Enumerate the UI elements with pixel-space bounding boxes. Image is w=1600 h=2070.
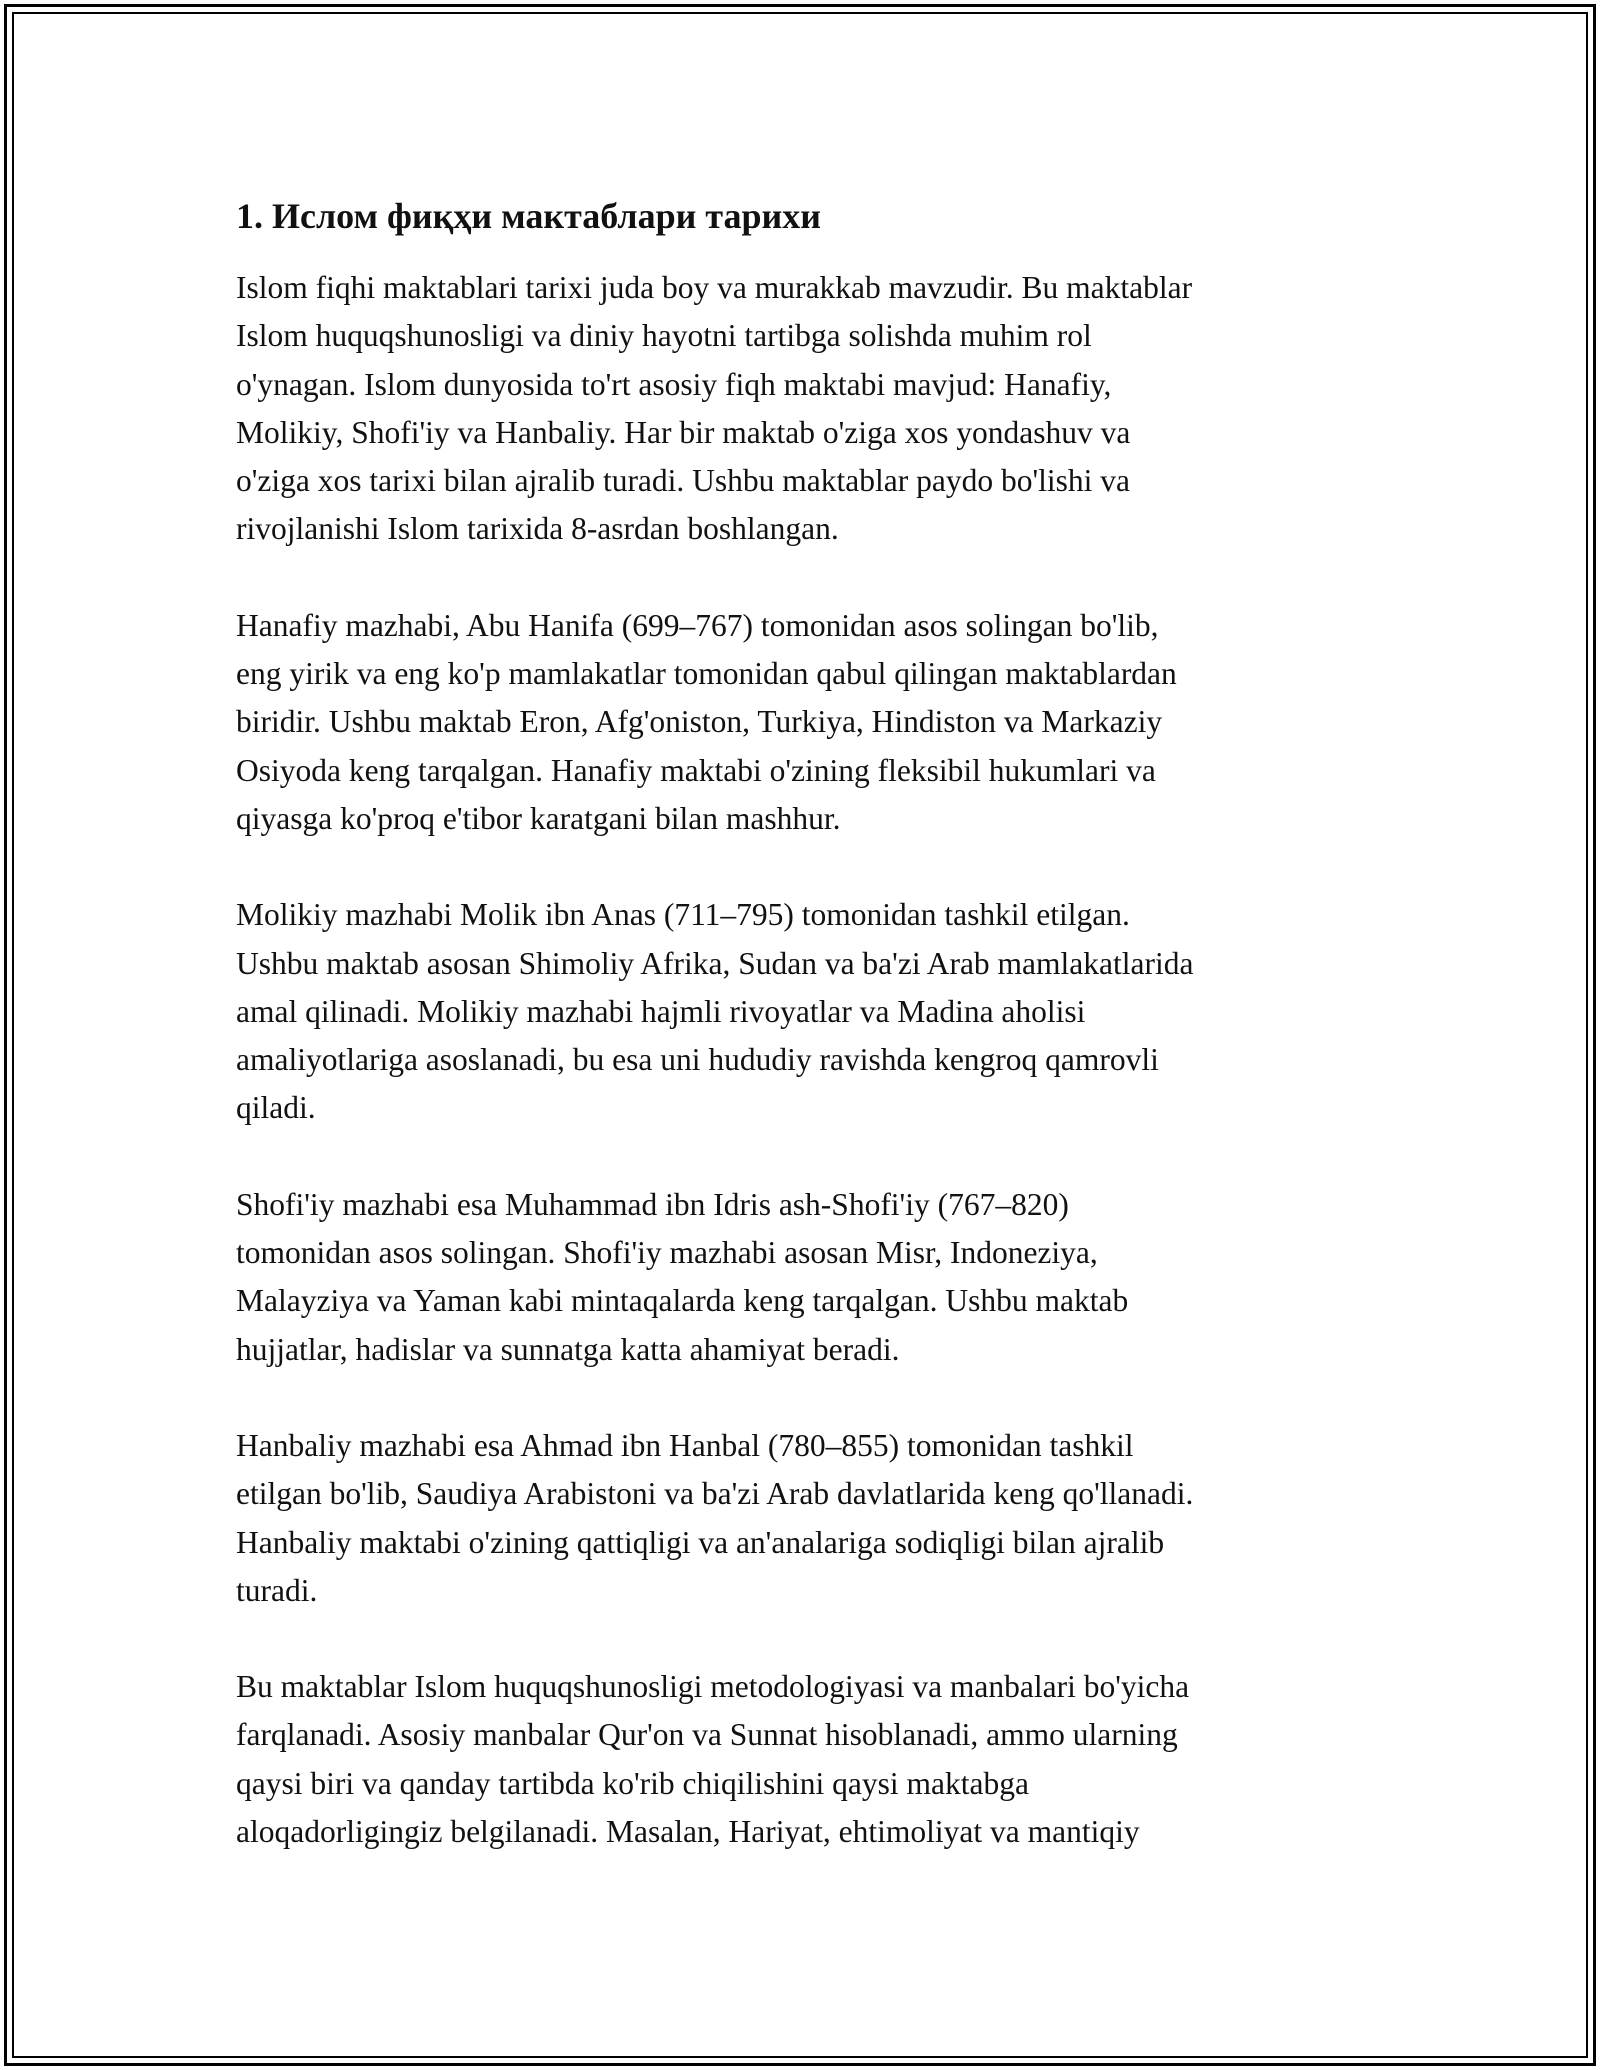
document-body [236, 190, 1366, 1904]
paragraph-hanbali: Hanbaliy mazhabi esa Ahmad ibn Hanbal (780–855) tomonidan tashkil etilgan bo'lib, Saudiya Arabistoni va ba'zi Arab davlatlarida keng qo'llanadi. Hanbaliy maktabi o'zining qattiqligi va an'analariga sodiqligi bilan ajralib turadi. [236, 1427, 1194, 1608]
paragraph-hanafi: Hanafiy mazhabi, Abu Hanifa (699–767) tomonidan asos solingan bo'lib, eng yirik va eng ko'p mamlakatlar tomonidan qabul qilingan maktablardan biridir. Ushbu maktab Eron, Afg'oniston, Turkiya, Hindiston va Markaziy Osiyoda keng tarqalgan. Hanafiy maktabi o'zining fleksibil hukumlari va qiyasga ko'proq e'tibor karatgani bilan mashhur. [236, 607, 1177, 836]
paragraph-shafii: Shofi'iy mazhabi esa Muhammad ibn Idris ash-Shofi'iy (767–820) tomonidan asos solingan. Shofi'iy mazhabi asosan Misr, Indoneziya, Malayziya va Yaman kabi mintaqalarda keng tarqalgan. Ushbu maktab hujjatlar, hadislar va sunnatga katta ahamiyat beradi. [236, 1186, 1129, 1367]
paragraph-methodology: Bu maktablar Islom huquqshunosligi metodologiyasi va manbalari bo'yicha farqlanadi. Asosiy manbalar Qur'on va Sunnat hisoblanadi, ammo ularning qaysi biri va qanday tartibda ko'rib chiqilishini qaysi maktabga aloqadorligingiz belgilanadi. Masalan, Hariyat, ehtimoliyat va mantiqiy [236, 1669, 1190, 1850]
paragraph-intro: Islom fiqhi maktablari tarixi juda boy va murakkab mavzudir. Bu maktablar Islom huquqshunosligi va diniy hayotni tartibga solishda muhim rol o'ynagan. Islom dunyosida to'rt asosiy fiqh maktabi mavjud: Hanafiy, Molikiy, Shofi'iy va Hanbaliy. Har bir maktab o'ziga xos yondashuv va o'ziga xos tarixi bilan ajralib turadi. Ushbu maktablar paydo bo'lishi va rivojlanishi Islom tarixida 8-asrdan boshlangan. [236, 270, 1193, 547]
section-heading: 1. Ислом фиқҳи мактаблари тарихи [236, 196, 821, 236]
paragraph-maliki: Molikiy mazhabi Molik ibn Anas (711–795) tomonidan tashkil etilgan. Ushbu maktab asosan Shimoliy Afrika, Sudan va ba'zi Arab mamlakatlarida amal qilinadi. Molikiy mazhabi hajmli rivoyatlar va Madina aholisi amaliyotlariga asoslanadi, bu esa uni hududiy ravishda kengroq qamrovli qiladi. [236, 897, 1194, 1126]
